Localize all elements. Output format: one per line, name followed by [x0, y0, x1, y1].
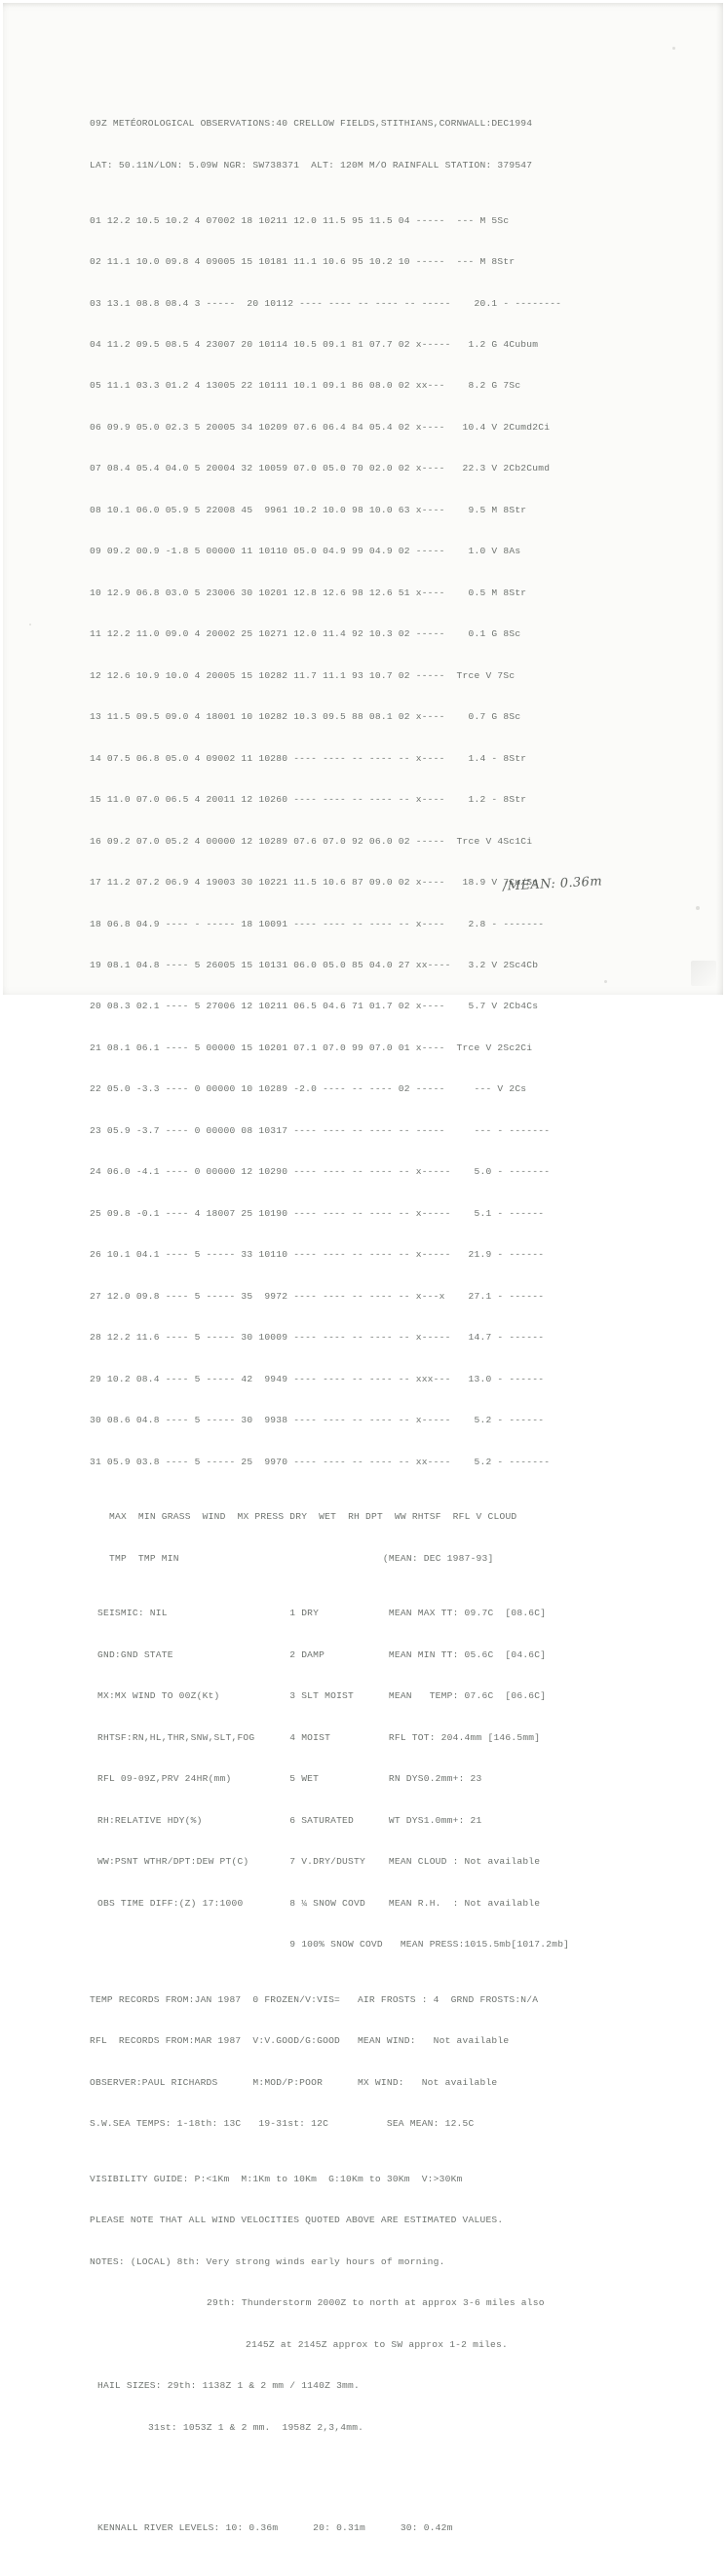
legend-row: MX:MX WIND TO 00Z(Kt) 3 SLT MOIST MEAN TEMP: 07.6C [06.6C]	[97, 1690, 547, 1702]
daily-observation-row: 13 11.5 09.5 09.0 4 18001 10 10282 10.3 09.5 88 08.1 02 x---- 0.7 G 8Sc	[90, 711, 521, 723]
daily-observation-row: 12 12.6 10.9 10.0 4 20005 15 10282 11.7 11.1 93 10.7 02 ----- Trce V 7Sc	[90, 669, 516, 681]
column-header-primary: MAX MIN GRASS WIND MX PRESS DRY WET RH DPT WW RHTSF RFL V CLOUD	[109, 1511, 517, 1523]
daily-observation-row: 17 11.2 07.2 06.9 4 19003 30 10221 11.5 10.6 87 09.0 02 x---- 18.9 V 7Cu/Sc	[90, 877, 539, 889]
daily-observation-row: 15 11.0 07.0 06.5 4 20011 12 10260 ---- ---- -- ---- -- x---- 1.2 - 8Str	[90, 794, 527, 806]
notes-line: NOTES: (LOCAL) 8th: Very strong winds early hours of morning.	[90, 2255, 445, 2267]
daily-observation-row: 25 09.8 -0.1 ---- 4 18007 25 10190 ---- ---- -- ---- -- x----- 5.1 - ------	[90, 1207, 545, 1219]
daily-observation-row: 14 07.5 06.8 05.0 4 09002 11 10280 ---- ---- -- ---- -- x---- 1.4 - 8Str	[90, 752, 527, 764]
daily-observation-row: 10 12.9 06.8 03.0 5 23006 30 10201 12.8 12.6 98 12.6 51 x---- 0.5 M 8Str	[90, 587, 527, 598]
records-row: TEMP RECORDS FROM:JAN 1987 0 FROZEN/V:VIS= AIR FROSTS : 4 GRND FROSTS:N/A	[90, 1993, 539, 2005]
handwritten-mean-annotation: /MEAN: 0.36m	[502, 874, 603, 894]
page-corner-fold	[691, 961, 716, 986]
visibility-guide-line: VISIBILITY GUIDE: P:<1Km M:1Km to 10Km G:10Km to 30Km V:>30Km	[90, 2173, 463, 2184]
daily-observation-row: 11 12.2 11.0 09.0 4 20002 25 10271 12.0 11.4 92 10.3 02 ----- 0.1 G 8Sc	[90, 628, 521, 640]
daily-observation-row: 22 05.0 -3.3 ---- 0 00000 10 10289 -2.0 ---- -- ---- 02 ----- --- V 2Cs	[90, 1083, 527, 1095]
daily-observation-row: 06 09.9 05.0 02.3 5 20005 34 10209 07.6 06.4 84 05.4 02 x---- 10.4 V 2Cumd2Ci	[90, 421, 551, 433]
daily-observation-row: 16 09.2 07.0 05.2 4 00000 12 10289 07.6 07.0 92 06.0 02 ----- Trce V 4Sc1Ci	[90, 835, 533, 847]
scan-speck	[29, 624, 31, 625]
river-levels-line: KENNALL RIVER LEVELS: 10: 0.36m 20: 0.31m 30: 0.42m	[97, 2521, 453, 2533]
hail-sizes-line: HAIL SIZES: 29th: 1138Z 1 & 2 mm / 1140Z 3mm.	[97, 2380, 360, 2392]
daily-observation-row: 23 05.9 -3.7 ---- 0 00000 08 10317 ---- ---- -- ---- -- ----- --- - -------	[90, 1124, 551, 1136]
legend-row: RH:RELATIVE HDY(%) 6 SATURATED WT DYS1.0mm+: 21	[97, 1814, 482, 1826]
notes-detail-line: 29th: Thunderstorm 2000Z to north at approx 3-6 miles also	[207, 2297, 545, 2309]
notes-detail-line: 2145Z at 2145Z approx to SW approx 1-2 miles.	[246, 2338, 508, 2350]
daily-observation-row: 07 08.4 05.4 04.0 5 20004 32 10059 07.0 05.0 70 02.0 02 x---- 22.3 V 2Cb2Cumd	[90, 463, 551, 474]
daily-observation-row: 29 10.2 08.4 ---- 5 ----- 42 9949 ---- ---- -- ---- -- xxx--- 13.0 - ------	[90, 1373, 545, 1384]
legend-row: WW:PSNT WTHR/DPT:DEW PT(C) 7 V.DRY/DUSTY MEAN CLOUD : Not available	[97, 1856, 541, 1868]
daily-observation-row: 27 12.0 09.8 ---- 5 ----- 35 9972 ---- ---- -- ---- -- x---x 27.1 - ------	[90, 1290, 545, 1302]
legend-row: 9 100% SNOW COVD MEAN PRESS:1015.5mb[1017.2mb]	[97, 1939, 570, 1951]
daily-observation-row: 24 06.0 -4.1 ---- 0 00000 12 10290 ---- ---- -- ---- -- x----- 5.0 - -------	[90, 1166, 551, 1178]
daily-observation-row: 31 05.9 03.8 ---- 5 ----- 25 9970 ---- ---- -- ---- -- xx---- 5.2 - -------	[90, 1456, 551, 1467]
records-row: OBSERVER:PAUL RICHARDS M:MOD/P:POOR MX WIND: Not available	[90, 2076, 498, 2088]
legend-row: RFL 09-09Z,PRV 24HR(mm) 5 WET RN DYS0.2mm+: 23	[97, 1773, 482, 1785]
daily-observation-row: 03 13.1 08.8 08.4 3 ----- 20 10112 ---- ---- -- ---- -- ----- 20.1 - --------	[90, 297, 562, 309]
legend-row: RHTSF:RN,HL,THR,SNW,SLT,FOG 4 MOIST RFL TOT: 204.4mm [146.5mm]	[97, 1731, 541, 1743]
daily-observation-row: 01 12.2 10.5 10.2 4 07002 18 10211 12.0 11.5 95 11.5 04 ----- --- M 5Sc	[90, 214, 510, 226]
scan-speck	[672, 47, 675, 50]
daily-observation-row: 02 11.1 10.0 09.8 4 09005 15 10181 11.1 10.6 95 10.2 10 ----- --- M 8Str	[90, 256, 516, 268]
daily-observation-row: 19 08.1 04.8 ---- 5 26005 15 10131 06.0 05.0 85 04.0 27 xx---- 3.2 V 2Sc4Cb	[90, 960, 539, 970]
scan-speck	[696, 906, 700, 910]
column-header-secondary: TMP TMP MIN (MEAN: DEC 1987-93]	[109, 1552, 494, 1564]
wind-velocity-note: PLEASE NOTE THAT ALL WIND VELOCITIES QUOTED ABOVE ARE ESTIMATED VALUES.	[90, 2215, 504, 2226]
daily-observation-row: 09 09.2 00.9 -1.8 5 00000 11 10110 05.0 04.9 99 04.9 02 ----- 1.0 V 8As	[90, 546, 521, 557]
records-row: S.W.SEA TEMPS: 1-18th: 13C 19-31st: 12C SEA MEAN: 12.5C	[90, 2118, 475, 2130]
records-row: RFL RECORDS FROM:MAR 1987 V:V.GOOD/G:GOOD MEAN WIND: Not available	[90, 2035, 510, 2047]
legend-row: GND:GND STATE 2 DAMP MEAN MIN TT: 05.6C [04.6C]	[97, 1648, 547, 1660]
daily-observation-row: 08 10.1 06.0 05.9 5 22008 45 9961 10.2 10.0 98 10.0 63 x---- 9.5 M 8Str	[90, 504, 527, 515]
daily-observation-row: 28 12.2 11.6 ---- 5 ----- 30 10009 ---- ---- -- ---- -- x----- 14.7 - ------	[90, 1332, 545, 1344]
daily-observation-row: 26 10.1 04.1 ---- 5 ----- 33 10110 ---- ---- -- ---- -- x----- 21.9 - ------	[90, 1249, 545, 1261]
page-right-edge	[716, 0, 726, 998]
daily-observation-row: 21 08.1 06.1 ---- 5 00000 15 10201 07.1 07.0 99 07.0 01 x---- Trce V 2Sc2Ci	[90, 1042, 533, 1053]
page-top-edge	[0, 0, 726, 8]
document-title: 09Z METÉOROLOGICAL OBSERVATIONS:40 CRELLOW FIELDS,STITHIANS,CORNWALL:DEC1994	[90, 118, 533, 130]
daily-observation-row: 18 06.8 04.9 ---- - ----- 18 10091 ---- ---- -- ---- -- x---- 2.8 - -------	[90, 918, 545, 929]
hail-sizes-line: 31st: 1053Z 1 & 2 mm. 1958Z 2,3,4mm.	[148, 2421, 364, 2433]
daily-observation-row: 20 08.3 02.1 ---- 5 27006 12 10211 06.5 04.6 71 01.7 02 x---- 5.7 V 2Cb4Cs	[90, 1001, 539, 1012]
daily-observation-row: 04 11.2 09.5 08.5 4 23007 20 10114 10.5 09.1 81 07.7 02 x----- 1.2 G 4Cubum	[90, 338, 539, 350]
legend-row: SEISMIC: NIL 1 DRY MEAN MAX TT: 09.7C [08.6C]	[97, 1608, 547, 1619]
daily-observation-row: 05 11.1 03.3 01.2 4 13005 22 10111 10.1 09.1 86 08.0 02 xx--- 8.2 G 7Sc	[90, 380, 521, 392]
daily-observation-row: 30 08.6 04.8 ---- 5 ----- 30 9938 ---- ---- -- ---- -- x----- 5.2 - ------	[90, 1415, 545, 1426]
document-text-body	[90, 76, 694, 2576]
legend-row: OBS TIME DIFF:(Z) 17:1000 8 ¼ SNOW COVD MEAN R.H. : Not available	[97, 1897, 541, 1909]
station-details-line: LAT: 50.11N/LON: 5.09W NGR: SW738371 ALT: 120M M/O RAINFALL STATION: 379547	[90, 159, 533, 170]
